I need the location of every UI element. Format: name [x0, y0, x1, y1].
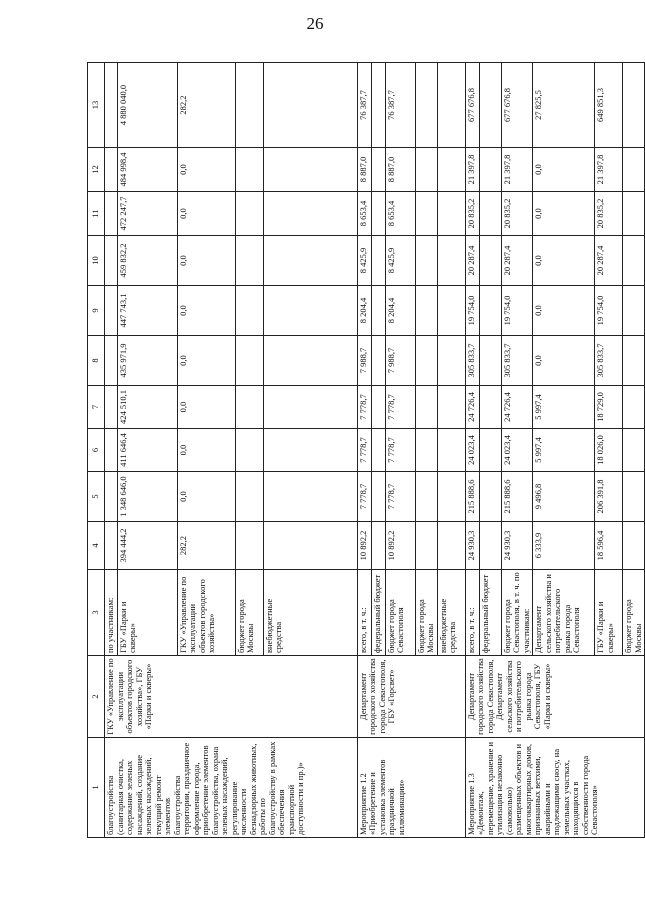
value-cell-col-4: 6 333,9 [533, 522, 595, 570]
value-cell-col-4 [623, 522, 645, 570]
value-cell-col-8: 0,0 [177, 336, 235, 386]
value-cell-col-6 [371, 429, 385, 472]
value-cell-col-12 [105, 148, 118, 192]
value-cell-col-7 [437, 386, 465, 429]
column-number-3: 3 [88, 570, 105, 656]
value-cell-col-7 [371, 386, 385, 429]
funding-source-label: внебюджетные средства [263, 570, 357, 656]
value-cell-col-8: 305 833,7 [501, 336, 533, 386]
value-cell-col-13: 4 880 040,0 [117, 63, 177, 148]
value-cell-col-11: 20 835,2 [465, 192, 479, 236]
value-cell-col-10 [235, 236, 263, 286]
value-cell-col-12: 484 998,4 [117, 148, 177, 192]
column-number-4: 4 [88, 522, 105, 570]
value-cell-col-6 [437, 429, 465, 472]
value-cell-col-12: 21 397,8 [501, 148, 533, 192]
value-cell-col-4: 24 930,3 [465, 522, 479, 570]
value-cell-col-7: 7 778,7 [357, 386, 371, 429]
value-cell-col-10 [479, 236, 501, 286]
value-cell-col-9 [437, 286, 465, 336]
value-cell-col-10: 0,0 [177, 236, 235, 286]
column-number-8: 8 [88, 336, 105, 386]
value-cell-col-10 [415, 236, 437, 286]
value-cell-col-12: 8 887,0 [357, 148, 371, 192]
value-cell-col-10: 20 287,4 [595, 236, 623, 286]
value-cell-col-8 [105, 336, 118, 386]
value-cell-col-6: 7 778,7 [385, 429, 415, 472]
column-number-5: 5 [88, 472, 105, 522]
value-cell-col-10: 0,0 [533, 236, 595, 286]
value-cell-col-9: 8 204,4 [385, 286, 415, 336]
value-cell-col-10: 20 287,4 [501, 236, 533, 286]
value-cell-col-6: 7 778,7 [357, 429, 371, 472]
value-cell-col-6: 18 026,0 [595, 429, 623, 472]
value-cell-col-5 [105, 472, 118, 522]
value-cell-col-13: 649 851,3 [595, 63, 623, 148]
budget-table [87, 62, 645, 838]
value-cell-col-12 [437, 148, 465, 192]
block1-measure-name: благоустройства (санитарная очистка, содержание зеленых насаждений, создание зеленых насаждений, текущий ремонт элементов благоустройства территории, праздничное оформление города, приобретение элементов благоустройства, охрана зеленых насаждений, регулирование численности безнадзорных животных, работы по благоустройству в рамках обеспечения транспортной доступности и пр.)» [105, 738, 358, 838]
value-cell-col-4 [479, 522, 501, 570]
value-cell-col-11 [235, 192, 263, 236]
column-number-9: 9 [88, 286, 105, 336]
value-cell-col-13 [437, 63, 465, 148]
value-cell-col-12 [235, 148, 263, 192]
value-cell-col-6 [479, 429, 501, 472]
funding-source-label: федеральный бюджет [479, 570, 501, 656]
table-row [357, 63, 371, 838]
value-cell-col-4 [437, 522, 465, 570]
table-row [105, 63, 118, 838]
column-number-11: 11 [88, 192, 105, 236]
value-cell-col-7 [263, 386, 357, 429]
value-cell-col-8 [235, 336, 263, 386]
value-cell-col-9 [105, 286, 118, 336]
value-cell-col-7: 5 997,4 [533, 386, 595, 429]
value-cell-col-8: 305 833,7 [465, 336, 479, 386]
value-cell-col-7: 24 726,4 [501, 386, 533, 429]
value-cell-col-10: 8 425,9 [385, 236, 415, 286]
value-cell-col-5 [623, 472, 645, 522]
value-cell-col-10 [371, 236, 385, 286]
value-cell-col-8: 305 833,7 [595, 336, 623, 386]
value-cell-col-11 [415, 192, 437, 236]
value-cell-col-11: 0,0 [177, 192, 235, 236]
value-cell-col-8 [371, 336, 385, 386]
value-cell-col-7 [105, 386, 118, 429]
block2-measure-name: Мероприятие 1.2 «Приобретение и установка элементов праздничной иллюминации» [357, 738, 465, 838]
value-cell-col-5 [235, 472, 263, 522]
value-cell-col-11: 20 835,2 [595, 192, 623, 236]
value-cell-col-5: 206 391,8 [595, 472, 623, 522]
value-cell-col-4: 394 444,2 [117, 522, 177, 570]
value-cell-col-11 [623, 192, 645, 236]
column-number-2: 2 [88, 656, 105, 738]
value-cell-col-11: 472 247,7 [117, 192, 177, 236]
block1-responsible: ГКУ «Управление по эксплуатации объектов городского хозяйства», ГБУ «Парки и скверы» [105, 656, 358, 738]
value-cell-col-13: 282,2 [177, 63, 235, 148]
rotated-table-frame [87, 63, 643, 838]
value-cell-col-11 [105, 192, 118, 236]
value-cell-col-13: 76 387,7 [357, 63, 371, 148]
funding-source-label: ГКУ «Управление по эксплуатации объектов городского хозяйства» [177, 570, 235, 656]
value-cell-col-7: 0,0 [177, 386, 235, 429]
value-cell-col-12 [371, 148, 385, 192]
value-cell-col-9: 8 204,4 [357, 286, 371, 336]
value-cell-col-8: 0,0 [533, 336, 595, 386]
value-cell-col-10: 459 832,2 [117, 236, 177, 286]
funding-source-label: ГБУ «Парки и скверы» [117, 570, 177, 656]
value-cell-col-7 [415, 386, 437, 429]
value-cell-col-4: 10 892,2 [357, 522, 371, 570]
value-cell-col-4 [415, 522, 437, 570]
value-cell-col-6 [235, 429, 263, 472]
value-cell-col-13 [415, 63, 437, 148]
value-cell-col-5: 1 348 646,0 [117, 472, 177, 522]
value-cell-col-12: 8 887,0 [385, 148, 415, 192]
value-cell-col-9: 0,0 [533, 286, 595, 336]
column-number-row [88, 63, 105, 838]
value-cell-col-8 [415, 336, 437, 386]
value-cell-col-9 [263, 286, 357, 336]
value-cell-col-13: 27 825,5 [533, 63, 595, 148]
funding-source-label: Департамент сельского хозяйства и потребительского рынка города Севастополя [533, 570, 595, 656]
value-cell-col-9: 19 754,0 [501, 286, 533, 336]
value-cell-col-5: 7 778,7 [357, 472, 371, 522]
value-cell-col-11: 8 653,4 [385, 192, 415, 236]
value-cell-col-11 [263, 192, 357, 236]
value-cell-col-10: 8 425,9 [357, 236, 371, 286]
value-cell-col-13 [623, 63, 645, 148]
value-cell-col-7 [235, 386, 263, 429]
value-cell-col-13: 76 387,7 [385, 63, 415, 148]
funding-source-label: ГБУ «Парки и скверы» [595, 570, 623, 656]
page-number: 26 [306, 14, 324, 33]
value-cell-col-8: 7 988,7 [357, 336, 371, 386]
value-cell-col-5 [437, 472, 465, 522]
value-cell-col-12: 21 397,8 [595, 148, 623, 192]
value-cell-col-12: 0,0 [177, 148, 235, 192]
value-cell-col-7: 24 726,4 [465, 386, 479, 429]
block2-responsible: Департамент городского хозяйства города Севастополя, ГБУ «Горсвет» [357, 656, 465, 738]
value-cell-col-6 [623, 429, 645, 472]
value-cell-col-12 [263, 148, 357, 192]
column-number-7: 7 [88, 386, 105, 429]
value-cell-col-11 [479, 192, 501, 236]
value-cell-col-5: 0,0 [177, 472, 235, 522]
funding-source-label: по участникам: [105, 570, 118, 656]
value-cell-col-4 [235, 522, 263, 570]
value-cell-col-10 [623, 236, 645, 286]
value-cell-col-9: 0,0 [177, 286, 235, 336]
value-cell-col-9 [371, 286, 385, 336]
value-cell-col-13: 677 676,8 [465, 63, 479, 148]
value-cell-col-11: 0,0 [533, 192, 595, 236]
value-cell-col-6 [263, 429, 357, 472]
funding-source-label: всего, в т. ч.: [465, 570, 479, 656]
value-cell-col-12 [415, 148, 437, 192]
table-row [465, 63, 479, 838]
value-cell-col-9 [415, 286, 437, 336]
value-cell-col-9 [235, 286, 263, 336]
value-cell-col-12: 21 397,8 [465, 148, 479, 192]
value-cell-col-13 [371, 63, 385, 148]
column-number-6: 6 [88, 429, 105, 472]
funding-source-label: бюджет города Москвы [415, 570, 437, 656]
value-cell-col-6: 0,0 [177, 429, 235, 472]
value-cell-col-4: 10 892,2 [385, 522, 415, 570]
funding-source-label: бюджет города Севастополя [385, 570, 415, 656]
value-cell-col-6: 24 023,4 [465, 429, 479, 472]
value-cell-col-5 [415, 472, 437, 522]
value-cell-col-4 [105, 522, 118, 570]
value-cell-col-7: 424 510,1 [117, 386, 177, 429]
value-cell-col-8: 435 971,9 [117, 336, 177, 386]
value-cell-col-5: 9 496,8 [533, 472, 595, 522]
value-cell-col-12: 0,0 [533, 148, 595, 192]
value-cell-col-4: 282,2 [177, 522, 235, 570]
value-cell-col-5: 215 888,6 [465, 472, 479, 522]
value-cell-col-9: 19 754,0 [465, 286, 479, 336]
value-cell-col-8 [263, 336, 357, 386]
value-cell-col-7: 7 778,7 [385, 386, 415, 429]
funding-source-label: всего, в т. ч.: [357, 570, 371, 656]
value-cell-col-8: 7 988,7 [385, 336, 415, 386]
value-cell-col-10 [437, 236, 465, 286]
value-cell-col-10 [105, 236, 118, 286]
value-cell-col-7 [623, 386, 645, 429]
value-cell-col-10: 20 287,4 [465, 236, 479, 286]
value-cell-col-12 [479, 148, 501, 192]
value-cell-col-6: 5 997,4 [533, 429, 595, 472]
value-cell-col-11 [371, 192, 385, 236]
column-number-1: 1 [88, 738, 105, 838]
value-cell-col-9: 19 754,0 [595, 286, 623, 336]
value-cell-col-8 [437, 336, 465, 386]
value-cell-col-13 [235, 63, 263, 148]
value-cell-col-11 [437, 192, 465, 236]
block3-responsible: Департамент городского хозяйства города Севастополя, Департамент сельского хозяйства и потребительского рынка города Севастополя, ГБУ «Парки и скверы» [465, 656, 645, 738]
value-cell-col-6: 411 646,4 [117, 429, 177, 472]
funding-source-label: федеральный бюджет [371, 570, 385, 656]
value-cell-col-4: 24 930,3 [501, 522, 533, 570]
value-cell-col-9 [623, 286, 645, 336]
rotated-table-wrapper [87, 63, 643, 838]
value-cell-col-5: 215 888,6 [501, 472, 533, 522]
value-cell-col-9 [479, 286, 501, 336]
column-number-10: 10 [88, 236, 105, 286]
funding-source-label: бюджет города Севастополя, в т. ч. по участникам: [501, 570, 533, 656]
value-cell-col-5 [263, 472, 357, 522]
column-number-12: 12 [88, 148, 105, 192]
value-cell-col-11: 8 653,4 [357, 192, 371, 236]
funding-source-label: внебюджетные средства [437, 570, 465, 656]
value-cell-col-10 [263, 236, 357, 286]
value-cell-col-7: 18 729,0 [595, 386, 623, 429]
value-cell-col-5 [371, 472, 385, 522]
column-number-13: 13 [88, 63, 105, 148]
block3-measure-name: Мероприятие 1.3 «Демонтаж, перемещение, хранение и утилизация незаконно (самовольно) размещенных объектов и многоквартирных домов, признанных ветхими, аварийными и подлежащими сносу, на земельных участках, находящихся в собственности города Севастополя» [465, 738, 645, 838]
value-cell-col-13 [263, 63, 357, 148]
value-cell-col-4 [371, 522, 385, 570]
funding-source-label: бюджет города Москвы [235, 570, 263, 656]
value-cell-col-4 [263, 522, 357, 570]
value-cell-col-4: 18 596,4 [595, 522, 623, 570]
value-cell-col-8 [623, 336, 645, 386]
value-cell-col-8 [479, 336, 501, 386]
value-cell-col-6 [415, 429, 437, 472]
value-cell-col-12 [623, 148, 645, 192]
value-cell-col-5: 7 778,7 [385, 472, 415, 522]
value-cell-col-9: 447 743,1 [117, 286, 177, 336]
value-cell-col-6 [105, 429, 118, 472]
value-cell-col-13 [105, 63, 118, 148]
funding-source-label: бюджет города Москвы [623, 570, 645, 656]
value-cell-col-11: 20 835,2 [501, 192, 533, 236]
value-cell-col-7 [479, 386, 501, 429]
value-cell-col-13 [479, 63, 501, 148]
value-cell-col-5 [479, 472, 501, 522]
value-cell-col-13: 677 676,8 [501, 63, 533, 148]
value-cell-col-6: 24 023,4 [501, 429, 533, 472]
